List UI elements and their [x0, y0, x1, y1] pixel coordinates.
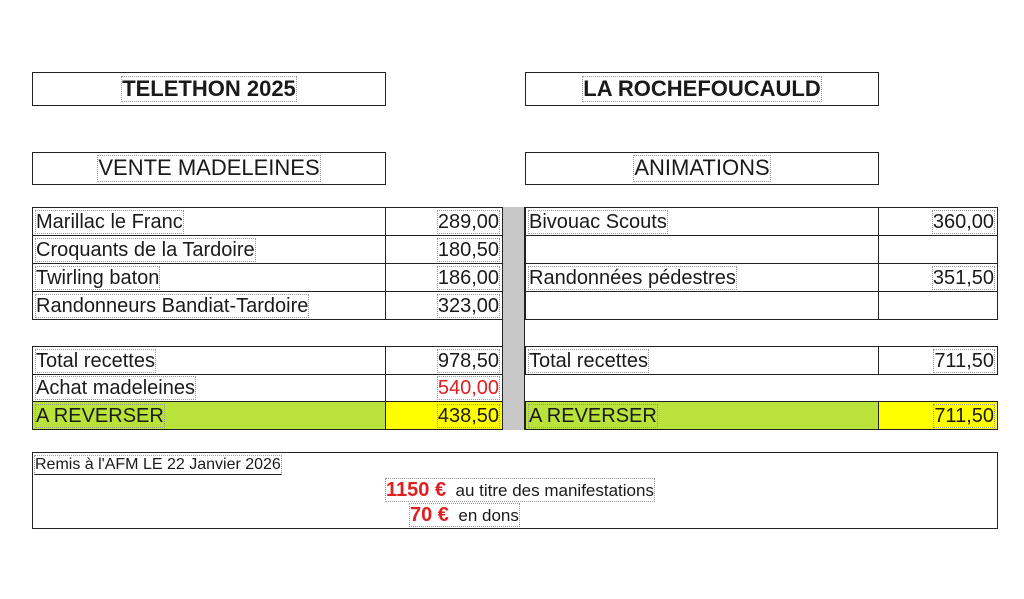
- left-total-value: [385, 346, 503, 375]
- left-section-box: [32, 152, 386, 185]
- right-row-value: [878, 235, 998, 264]
- right-row-label: [525, 263, 879, 292]
- left-reverser-value-text: 438,50: [437, 404, 499, 427]
- right-total-value: [878, 346, 998, 375]
- manifestations-text: au titre des manifestations: [455, 481, 654, 500]
- right-row-label: [525, 291, 879, 320]
- right-total-value-text: 711,50: [934, 349, 994, 372]
- left-row-value: [385, 263, 503, 292]
- left-row-label: [32, 263, 386, 292]
- right-reverser-value-text: 711,50: [934, 404, 994, 427]
- left-section-title: VENTE MADELEINES: [98, 155, 320, 181]
- left-row-value-text: 186,00: [437, 266, 499, 289]
- left-achat-value-text: 540,00: [437, 377, 499, 399]
- left-total-value-text: 978,50: [437, 349, 499, 372]
- right-row-value-text: 360,00: [932, 210, 994, 233]
- left-row-label: [32, 291, 386, 320]
- right-row-value: [878, 291, 998, 320]
- left-achat-value: [385, 374, 503, 402]
- right-total-label-text: Total recettes: [529, 349, 648, 372]
- amount-dons: 70 €: [410, 504, 449, 526]
- left-row-value-text: 180,50: [437, 238, 499, 261]
- left-row-value: [385, 235, 503, 264]
- dons-line: [409, 503, 520, 527]
- left-row-label-text: Marillac le Franc: [36, 210, 183, 233]
- left-reverser-label-text: A REVERSER: [36, 404, 164, 427]
- right-row-value: [878, 263, 998, 292]
- right-reverser-label-text: A REVERSER: [529, 404, 657, 427]
- right-total-label: [525, 346, 879, 375]
- right-row-label: [525, 207, 879, 236]
- left-row-label: [32, 207, 386, 236]
- left-row-label-text: Randonneurs Bandiat-Tardoire: [36, 294, 309, 317]
- left-total-label: [32, 346, 386, 375]
- left-achat-label: [32, 374, 386, 402]
- left-row-value: [385, 291, 503, 320]
- left-row-label-text: Twirling baton: [36, 266, 160, 289]
- left-row-value-text: 323,00: [437, 294, 499, 317]
- right-row-label-text: Bivouac Scouts: [529, 210, 667, 233]
- left-reverser-value: [385, 401, 503, 430]
- remis-text: Remis à l'AFM LE 22 Janvier 2026: [35, 456, 281, 473]
- left-title-box: [32, 72, 386, 106]
- right-row-label: [525, 235, 879, 264]
- left-row-value: [385, 207, 503, 236]
- right-row-label-text: Randonnées pédestres: [529, 266, 736, 289]
- right-reverser-value: [878, 401, 998, 430]
- right-row-value: [878, 207, 998, 236]
- manifestations-line: [385, 478, 655, 502]
- amount-manifestations: 1150 €: [386, 479, 447, 501]
- left-total-label-text: Total recettes: [36, 349, 155, 372]
- right-title-box: [525, 72, 879, 106]
- right-section-box: [525, 152, 879, 185]
- left-row-label: [32, 235, 386, 264]
- dons-text: en dons: [458, 506, 519, 525]
- right-row-value-text: 351,50: [932, 266, 994, 289]
- footer-box: [32, 452, 998, 529]
- separator-column: [502, 207, 525, 430]
- left-title: TELETHON 2025: [122, 75, 296, 101]
- left-achat-label-text: Achat madeleines: [36, 377, 195, 399]
- right-section-title: ANIMATIONS: [634, 155, 770, 181]
- right-reverser-label: [525, 401, 879, 430]
- right-title: LA ROCHEFOUCAULD: [583, 75, 821, 101]
- left-row-label-text: Croquants de la Tardoire: [36, 238, 255, 261]
- left-reverser-label: [32, 401, 386, 430]
- left-row-value-text: 289,00: [437, 210, 499, 233]
